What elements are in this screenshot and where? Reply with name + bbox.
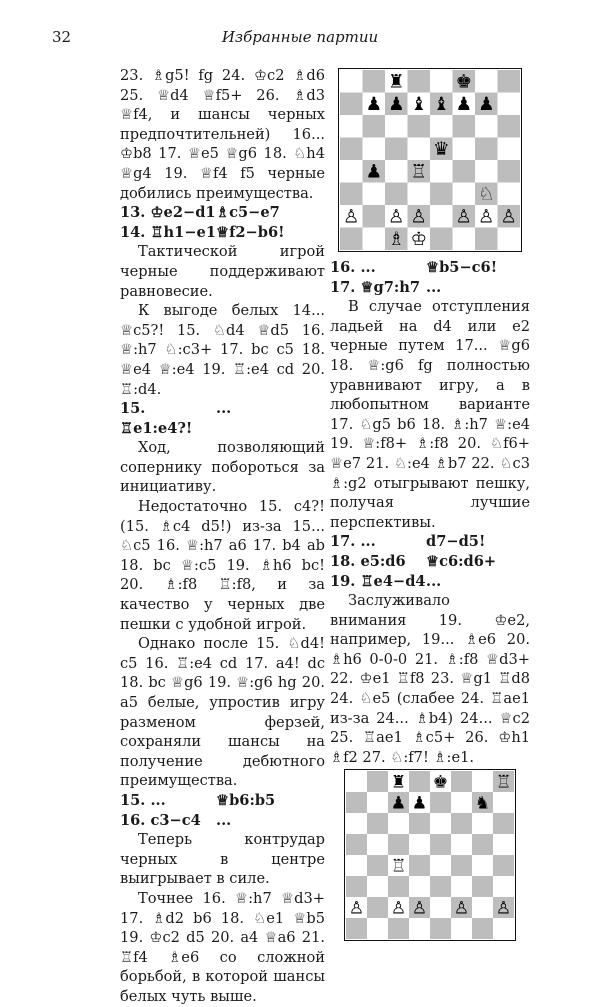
light-square	[388, 813, 409, 834]
chess-piece: ♟	[365, 161, 383, 183]
light-square	[472, 897, 493, 918]
move-black: ...	[216, 400, 232, 418]
light-square	[430, 115, 453, 138]
move-white: 17. ...	[330, 533, 376, 551]
light-square	[493, 918, 514, 939]
move-white: 15. ♖e1:e4?!	[120, 400, 193, 437]
paragraph: В случае отступления ладьей на d4 или e2 черные путем 17... ♕g6 18. ♕:g6 fg полностью уравнивают игру, а в любопытном варианте 17. ♘g5 b6 18. ♗:h7 ♕:e4 19. ♕:f8+ ♗:f8 20. ♘f6+ ♕e7 21. ♘:e4 ♗b7 22. ♘c3 ♗:g2 отыгрывают пешку, получая лучшие перспективы.	[330, 298, 530, 531]
dark-square	[453, 115, 476, 138]
chess-piece: ♟	[387, 94, 405, 116]
move-line	[330, 278, 530, 298]
chess-piece: ♖	[410, 161, 428, 183]
paragraph: Недостаточно 15. c4?! (15. ♗c4 d5!) из-за 15... ♘c5 16. ♕:h7 a6 17. b4 ab 18. bc ♕:c5 19. ♗h6 bc! 20. ♗:f8 ♖:f8, и за качество у черных две пешки с удобной игрой.	[120, 498, 325, 633]
light-square	[408, 138, 431, 161]
dark-square	[472, 876, 493, 897]
chess-piece: ♟	[455, 94, 473, 116]
chess-piece: ♙	[342, 206, 360, 228]
chessboard-2	[344, 769, 516, 941]
move-white: 13. ♔e2−d1	[120, 204, 216, 222]
chess-piece: ♟	[477, 94, 495, 116]
chess-piece: ♞	[474, 793, 491, 814]
dark-square	[388, 918, 409, 939]
dark-square	[408, 115, 431, 138]
chess-piece: ♟	[411, 793, 428, 814]
light-square	[367, 792, 388, 813]
dark-square	[472, 918, 493, 939]
chess-piece: ♙	[348, 898, 365, 919]
chess-piece: ♜	[390, 772, 407, 793]
light-square	[385, 160, 408, 183]
light-square	[408, 183, 431, 206]
dark-square	[451, 771, 472, 792]
dark-square	[385, 183, 408, 206]
light-square	[493, 792, 514, 813]
chess-piece: ♙	[387, 206, 405, 228]
paragraph: Точнее 16. ♕:h7 ♕d3+ 17. ♗d2 b6 18. ♘e1 ♕b5 19. ♔c2 d5 20. a4 ♕a6 21. ♖f4 ♗e6 со сложной борьбой, в которой шансы белых чуть выше.	[120, 889, 325, 1005]
dark-square	[388, 834, 409, 855]
move-line	[330, 532, 530, 552]
dark-square	[430, 792, 451, 813]
move-line	[330, 572, 530, 592]
page-number: 32	[52, 28, 72, 46]
dark-square	[346, 918, 367, 939]
dark-square	[498, 70, 521, 93]
light-square	[430, 70, 453, 93]
light-square	[346, 813, 367, 834]
chess-piece: ♙	[477, 206, 495, 228]
dark-square	[367, 771, 388, 792]
chess-piece: ♙	[455, 206, 473, 228]
light-square	[493, 834, 514, 855]
chess-piece: ♙	[410, 206, 428, 228]
dark-square	[409, 813, 430, 834]
light-square	[409, 918, 430, 939]
chess-piece: ♙	[390, 898, 407, 919]
dark-square	[409, 771, 430, 792]
move-white: 19. ♖e4−d4	[330, 572, 426, 590]
light-square	[475, 160, 498, 183]
move-line	[330, 258, 530, 278]
dark-square	[340, 183, 363, 206]
chess-diagram-2	[330, 769, 530, 941]
chess-piece: ♝	[410, 94, 428, 116]
move-line	[120, 811, 325, 831]
light-square	[472, 813, 493, 834]
light-square	[367, 834, 388, 855]
dark-square	[493, 813, 514, 834]
chess-piece: ♟	[365, 94, 383, 116]
move-line	[120, 203, 325, 223]
light-square	[430, 855, 451, 876]
move-white: 16. c3−c4	[120, 811, 201, 829]
move-white: 17. ♕g7:h7	[330, 278, 421, 296]
light-square	[385, 115, 408, 138]
dark-square	[430, 876, 451, 897]
move-black: ♕f2−b6!	[216, 223, 285, 241]
light-square	[340, 70, 363, 93]
light-square	[498, 228, 521, 251]
running-title: Избранные партии	[221, 28, 379, 46]
dark-square	[363, 70, 386, 93]
light-square	[451, 792, 472, 813]
light-square	[472, 771, 493, 792]
chess-piece: ♚	[432, 772, 449, 793]
left-column	[120, 66, 325, 1007]
light-square	[367, 876, 388, 897]
move-white: 15. ...	[120, 791, 166, 809]
light-square	[498, 93, 521, 116]
dark-square	[430, 918, 451, 939]
light-square	[451, 918, 472, 939]
dark-square	[388, 876, 409, 897]
move-line	[120, 223, 325, 243]
chess-piece: ♔	[410, 229, 428, 251]
move-white: 14. ♖h1−e1	[120, 223, 216, 241]
light-square	[363, 138, 386, 161]
right-column	[330, 66, 530, 947]
dark-square	[385, 138, 408, 161]
dark-square	[367, 813, 388, 834]
light-square	[340, 115, 363, 138]
light-square	[430, 897, 451, 918]
light-square	[493, 876, 514, 897]
chess-piece: ♝	[432, 94, 450, 116]
chess-piece: ♛	[432, 139, 450, 161]
light-square	[409, 876, 430, 897]
light-square	[498, 183, 521, 206]
move-black: ♕c6:d6+	[426, 552, 497, 570]
paragraph: Теперь контрудар черных в центре выигрывает в силе.	[120, 831, 325, 888]
light-square	[340, 160, 363, 183]
dark-square	[340, 93, 363, 116]
light-square	[346, 855, 367, 876]
move-black: ♕b5−c6!	[426, 259, 498, 276]
move-line	[330, 552, 530, 572]
light-square	[346, 771, 367, 792]
chess-piece: ♖	[495, 772, 512, 793]
chessboard-1	[338, 68, 522, 252]
dark-square	[346, 792, 367, 813]
light-square	[409, 834, 430, 855]
light-square	[451, 834, 472, 855]
chess-piece: ♙	[453, 898, 470, 919]
dark-square	[472, 834, 493, 855]
paragraph: 23. ♗g5! fg 24. ♔c2 ♗d6 25. ♕d4 ♕f5+ 26. ♗d3 ♕f4, и шансы черных предпочтительней) 16... ♔b8 17. ♕e5 ♕g6 18. ♘h4 ♕g4 19. ♕f4 f5 черные добились преимущества.	[120, 67, 325, 202]
light-square	[367, 918, 388, 939]
dark-square	[346, 876, 367, 897]
paragraph: Заслуживало внимания 19. ♔e2, например, 19... ♗e6 20. ♗h6 0-0-0 21. ♗:f8 ♕d3+ 22. ♔e1 ♖f8 23. ♕g1 ♖d8 24. ♘e5 (слабее 24. ♖ae1 из-за 24... ♗b4) 24... ♕c2 25. ♖ae1 ♗c5+ 26. ♔h1 ♗f2 27. ♘:f7! ♗:e1.	[330, 592, 530, 766]
light-square	[363, 228, 386, 251]
light-square	[453, 228, 476, 251]
light-square	[430, 813, 451, 834]
light-square	[498, 138, 521, 161]
move-black: d7−d5!	[426, 533, 486, 551]
move-line	[120, 791, 325, 811]
chess-diagram-1	[330, 68, 530, 252]
dark-square	[453, 160, 476, 183]
chess-piece: ♟	[390, 793, 407, 814]
chess-piece: ♘	[477, 184, 495, 206]
dark-square	[493, 855, 514, 876]
move-white: 16. ...	[330, 259, 376, 276]
dark-square	[430, 228, 453, 251]
dark-square	[498, 160, 521, 183]
paragraph: К выгоде белых 14... ♕c5?! 15. ♘d4 ♕d5 16. ♕:h7 ♘:c3+ 17. bc c5 18. ♕e4 ♕:e4 19. ♖:e4 cd 20. ♖:d4.	[120, 302, 325, 398]
light-square	[451, 876, 472, 897]
chess-piece: ♚	[455, 71, 473, 93]
dark-square	[430, 834, 451, 855]
light-square	[430, 160, 453, 183]
chess-piece: ♗	[387, 229, 405, 251]
dark-square	[340, 228, 363, 251]
dark-square	[451, 855, 472, 876]
dark-square	[367, 897, 388, 918]
move-white: 18. e5:d6	[330, 552, 406, 570]
move-line	[120, 399, 325, 438]
light-square	[363, 183, 386, 206]
move-black: ...	[216, 811, 232, 829]
move-black: ...	[426, 572, 442, 590]
light-square	[453, 138, 476, 161]
dark-square	[451, 813, 472, 834]
dark-square	[409, 855, 430, 876]
chess-piece: ♖	[390, 856, 407, 877]
chess-piece: ♜	[387, 71, 405, 93]
paragraph: Ход, позволяющий сопернику побороться за инициативу.	[120, 439, 325, 496]
dark-square	[340, 138, 363, 161]
dark-square	[408, 70, 431, 93]
dark-square	[363, 205, 386, 228]
dark-square	[363, 115, 386, 138]
dark-square	[475, 228, 498, 251]
paragraph: Тактической игрой черные поддерживают равновесие.	[120, 243, 325, 300]
chess-piece: ♙	[500, 206, 518, 228]
light-square	[453, 183, 476, 206]
light-square	[475, 70, 498, 93]
light-square	[472, 855, 493, 876]
dark-square	[498, 115, 521, 138]
dark-square	[475, 138, 498, 161]
light-square	[475, 115, 498, 138]
light-square	[430, 205, 453, 228]
dark-square	[346, 834, 367, 855]
move-black: ♗c5−e7	[216, 204, 280, 222]
chess-piece: ♙	[411, 898, 428, 919]
dark-square	[367, 855, 388, 876]
paragraph: Однако после 15. ♘d4! c5 16. ♖:e4 cd 17. a4! dc 18. bc ♕g6 19. ♕:g6 hg 20. a5 белые, упростив игру разменом ферзей, сохраняли шансы на получение дебютного преимущества.	[120, 635, 325, 790]
move-black: ♕b6:b5	[216, 791, 276, 809]
move-black: ...	[426, 278, 442, 296]
dark-square	[430, 183, 453, 206]
chess-piece: ♙	[495, 898, 512, 919]
